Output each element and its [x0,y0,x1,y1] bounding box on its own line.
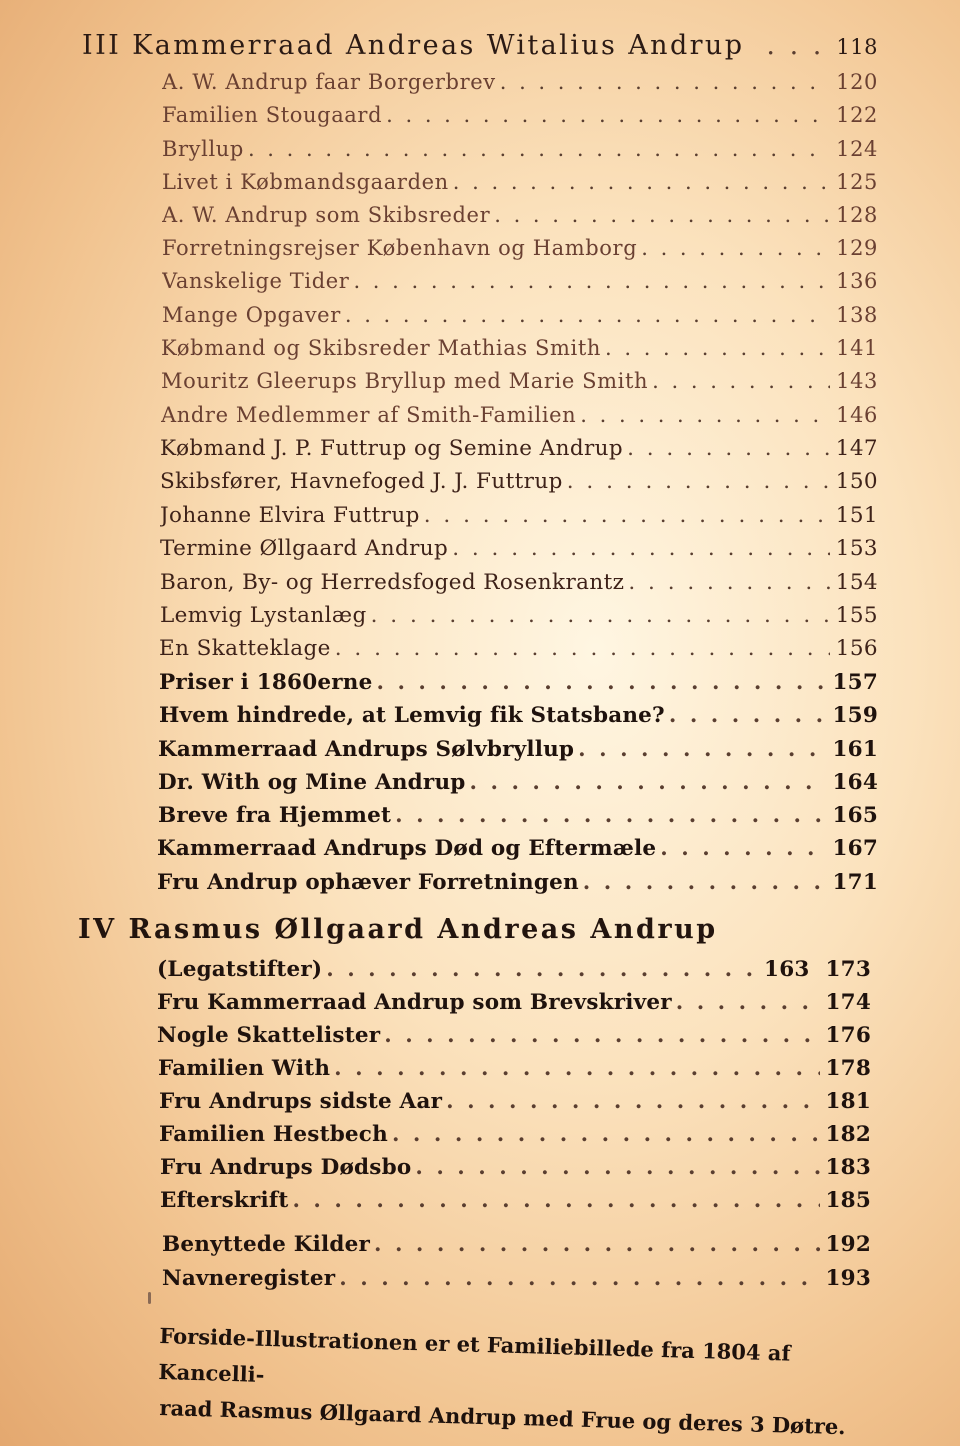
entry-title: Skibsfører, Havnefoged J. J. Futtrup [160,469,563,494]
list-item [157,1023,871,1048]
leader-dots [470,770,827,795]
list-item [162,236,878,260]
list-item [159,636,878,661]
entry-page-number: 146 [836,403,878,427]
leader-dots [641,236,830,260]
entry-page-number: 128 [836,203,878,227]
leader-dots [766,30,830,61]
leader-dots [345,303,830,327]
entry-page-number: 138 [836,303,878,327]
list-item [160,1188,871,1213]
list-item [160,1155,871,1180]
list-item [160,570,878,595]
list-item [161,369,878,393]
entry-title: A. W. Andrup faar Borgerbrev [162,70,496,94]
list-item [158,1056,871,1081]
leader-dots [395,803,826,828]
list-item [162,203,878,227]
list-item [160,436,878,461]
entry-title: Købmand J. P. Futtrup og Semine Andrup [160,436,624,461]
chapter-4-subtitle-page-a: 163 [764,957,810,982]
leader-dots [334,1056,819,1081]
leader-dots [452,536,830,561]
entry-page-number: 192 [825,1232,871,1257]
ink-mark [148,1292,151,1304]
entry-page-number: 174 [825,990,871,1015]
entry-page-number: 164 [832,770,878,795]
entry-page-number: 183 [825,1155,871,1180]
list-item [157,990,871,1015]
entry-title: Livet i Købmandsgaarden [162,170,449,194]
leader-dots [339,1266,819,1291]
entry-title: En Skatteklage [159,636,331,661]
entry-page-number: 129 [836,236,878,260]
list-item [157,836,878,861]
entry-page-number: 161 [832,737,878,762]
list-item [162,1266,871,1291]
entry-page-number: 153 [835,536,878,561]
entry-title: Dr. With og Mine Andrup [158,770,466,795]
entry-title: Nogle Skattelister [157,1023,381,1048]
list-item [162,170,878,194]
leader-dots [583,870,827,895]
entry-page-number: 181 [825,1089,871,1114]
chapter-4-subtitle: (Legatstifter) [157,957,323,982]
entry-title: Andre Medlemmer af Smith-Familien [161,403,577,427]
list-item [159,703,878,728]
leader-dots [628,570,829,595]
leader-dots [500,70,830,94]
leader-dots [353,269,830,293]
list-item [162,137,878,161]
leader-dots [292,1188,819,1213]
entry-page-number: 122 [836,103,878,127]
list-item [162,303,878,327]
leader-dots [392,1122,820,1147]
entry-title: Fru Kammerraad Andrup som Brevskriver [157,990,672,1015]
entry-page-number: 120 [836,70,878,94]
leader-dots [326,957,758,982]
leader-dots [580,403,830,427]
list-item [161,336,878,360]
entry-title: Hvem hindrede, at Lemvig fik Statsbane? [159,703,665,728]
entry-title: Navneregister [162,1266,336,1291]
caption-line-2: raad Rasmus Øllgaard Andrup med Frue og deres 3 Døtre. [159,1395,846,1440]
leader-dots [453,170,830,194]
entry-title: Familien Hestbech [159,1122,388,1147]
entry-page-number: 182 [825,1122,871,1147]
list-item [160,536,878,561]
leader-dots [248,137,830,161]
entry-page-number: 124 [836,137,878,161]
leader-dots [578,737,826,762]
entry-title: Fru Andrups Dødsbo [160,1155,412,1180]
entry-title: Breve fra Hjemmet [158,803,392,828]
leader-dots [627,436,830,461]
entry-page-number: 155 [835,603,878,628]
list-item [162,70,878,94]
list-item [160,503,878,528]
entry-title: Johanne Elvira Futtrup [160,503,420,528]
entry-title: Vanskelige Tider [162,269,350,293]
entry-page-number: 143 [836,369,878,393]
leader-dots [371,603,830,628]
entry-title: Benyttede Kilder [162,1232,370,1257]
chapter-3-heading: III Kammerraad Andreas Witalius Andrup [82,30,745,61]
entry-title: Fru Andrup ophæver Forretningen [157,870,579,895]
entry-title: Bryllup [162,137,244,161]
entry-page-number: 125 [836,170,878,194]
list-item [162,103,878,127]
entry-title: Priser i 1860erne [159,670,373,695]
leader-dots [415,1155,819,1180]
entry-title: Mouritz Gleerups Bryllup med Marie Smith [161,369,649,393]
entry-title: Efterskrift [160,1188,289,1213]
entry-title: Forretningsrejser København og Hamborg [162,236,638,260]
entry-title: Lemvig Lystanlæg [160,603,367,628]
leader-dots [676,990,820,1015]
caption-line-1: Forside-Illustrationen er et Familiebillede fra 1804 af Kancelli- [158,1322,791,1387]
cover-illustration-caption [157,1318,880,1446]
entry-page-number: 193 [825,1266,871,1291]
chapter-3-page: 118 [836,35,878,59]
list-item [158,770,878,795]
leader-dots [424,503,830,528]
chapter-4-heading: IV Rasmus Øllgaard Andreas Andrup [78,914,718,945]
list-item [160,603,878,628]
list-item [162,269,878,293]
leader-dots [494,203,830,227]
list-item [159,670,878,695]
entry-title: Familien Stougaard [162,103,383,127]
leader-dots [660,836,826,861]
chapter-3-heading-row [82,30,878,61]
entry-page-number: 176 [825,1023,871,1048]
entry-page-number: 165 [832,803,878,828]
entry-title: Fru Andrups sidste Aar [159,1089,443,1114]
leader-dots [446,1089,819,1114]
entry-page-number: 147 [835,436,878,461]
entry-title: Termine Øllgaard Andrup [160,536,449,561]
entry-page-number: 151 [835,503,878,528]
entry-title: Kammerraad Andrups Sølvbryllup [158,737,575,762]
entry-page-number: 159 [832,703,878,728]
leader-dots [652,369,830,393]
list-item [157,870,878,895]
chapter-4-subtitle-page-b: 173 [825,957,871,982]
entry-page-number: 157 [832,670,878,695]
entry-title: Baron, By- og Herredsfoged Rosenkrantz [160,570,625,595]
entry-page-number: 141 [836,336,878,360]
chapter-4-subtitle-row [157,957,871,982]
leader-dots [605,336,830,360]
entry-page-number: 171 [832,870,878,895]
entry-title: Mange Opgaver [162,303,341,327]
entry-title: Kammerraad Andrups Død og Eftermæle [157,836,657,861]
entry-page-number: 136 [836,269,878,293]
entry-page-number: 150 [835,469,878,494]
list-item [159,1089,871,1114]
list-item [158,737,878,762]
leader-dots [567,469,830,494]
list-item [158,803,878,828]
leader-dots [376,670,826,695]
entry-page-number: 154 [835,570,878,595]
entry-page-number: 156 [835,636,878,661]
list-item [160,469,878,494]
list-item [161,403,878,427]
leader-dots [335,636,830,661]
list-item [159,1122,871,1147]
leader-dots [384,1023,819,1048]
leader-dots [669,703,827,728]
entry-page-number: 185 [825,1188,871,1213]
list-item [162,1232,871,1257]
entry-title: Købmand og Skibsreder Mathias Smith [161,336,601,360]
leader-dots [386,103,830,127]
entry-page-number: 178 [825,1056,871,1081]
entry-page-number: 167 [832,836,878,861]
entry-title: A. W. Andrup som Skibsreder [162,203,491,227]
leader-dots [374,1232,820,1257]
entry-title: Familien With [158,1056,331,1081]
